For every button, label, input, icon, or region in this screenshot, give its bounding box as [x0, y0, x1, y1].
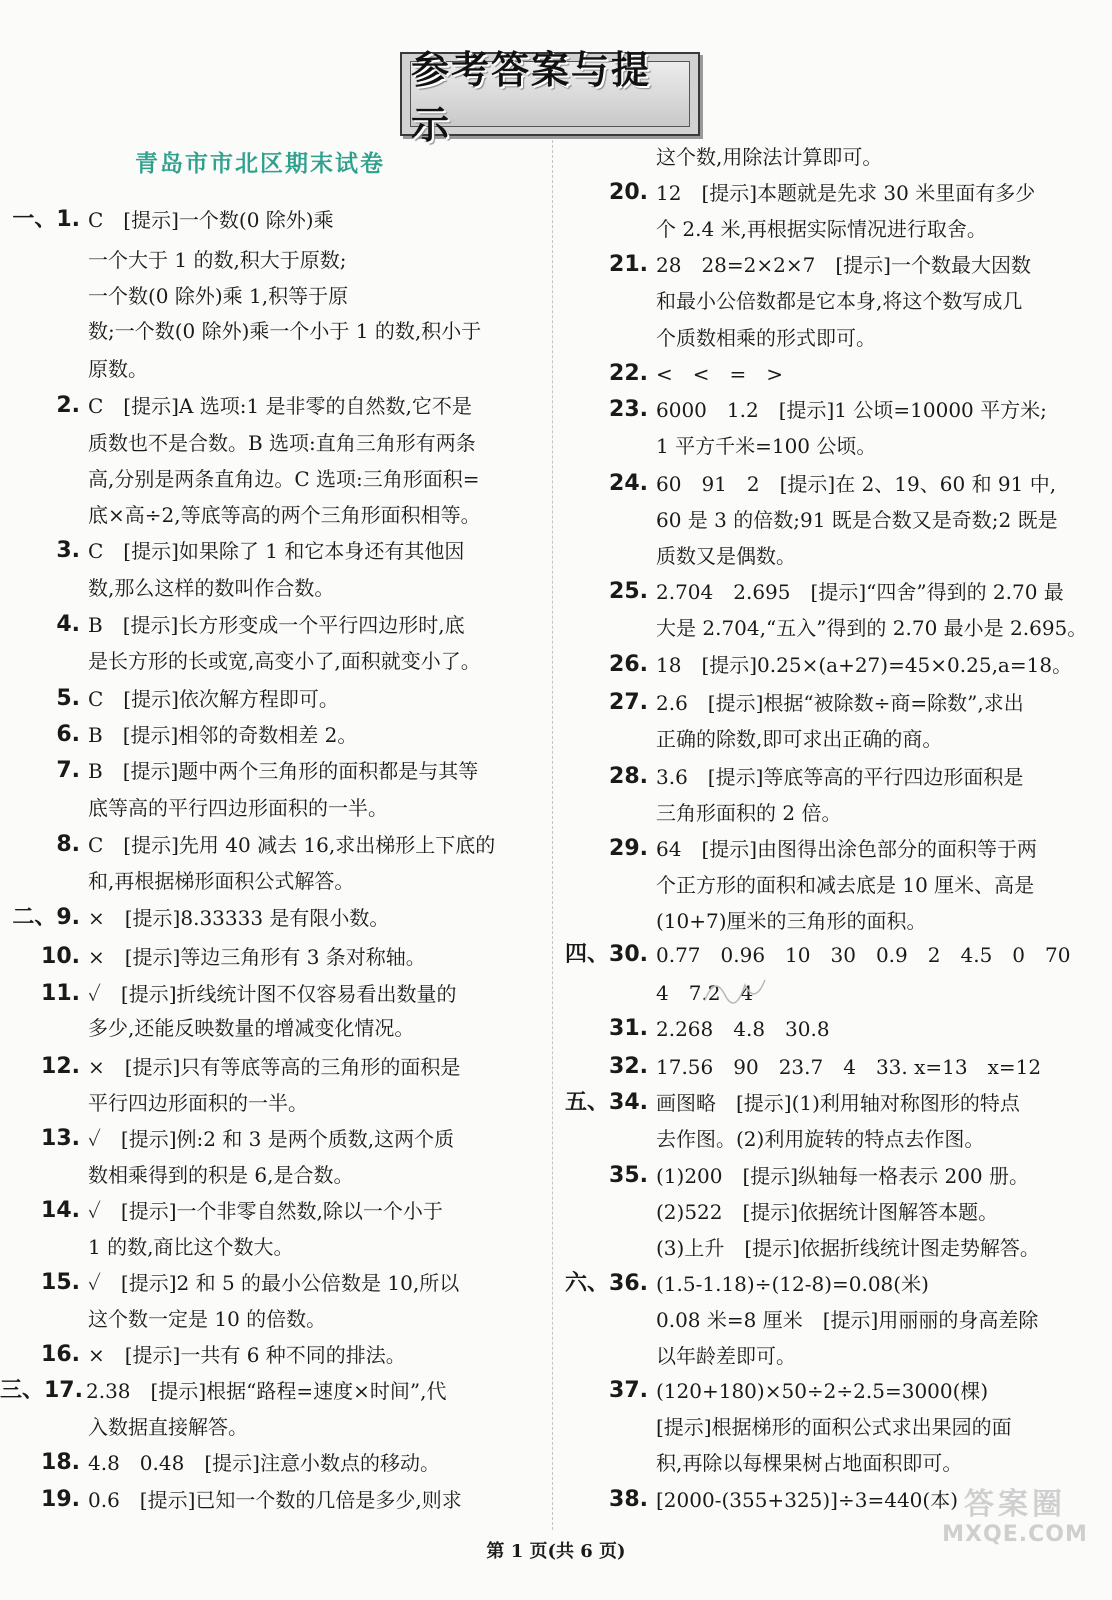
answer-continuation-line: 和,再根据梯形面积公式解答。 [88, 869, 355, 893]
answer-line: [2000-(355+325)]÷3=440(本) [656, 1488, 958, 1512]
answer-continuation-line: 数;一个数(0 除外)乘一个小于 1 的数,积小于 [88, 319, 482, 343]
answer-continuation-line: 以年龄差即可。 [656, 1344, 796, 1368]
question-number: 8. [56, 832, 80, 857]
answer-continuation-line: 1 的数,商比这个数大。 [88, 1235, 294, 1259]
answer-continuation-line: (10+7)厘米的三角形的面积。 [656, 909, 927, 933]
answer-continuation-line: (2)522 [提示]依据统计图解答本题。 [656, 1200, 999, 1224]
answer-line: 2.268 4.8 30.8 [656, 1017, 830, 1041]
question-number: 29. [609, 836, 648, 861]
answer-continuation-line: 4 7.2 4 [656, 981, 754, 1005]
answer-continuation-line: (3)上升 [提示]依据折线统计图走势解答。 [656, 1236, 1040, 1260]
answer-continuation-line: 三角形面积的 2 倍。 [656, 801, 842, 825]
question-number: 一、1. [12, 207, 80, 232]
answer-line: × [提示]只有等底等高的三角形的面积是 [88, 1055, 461, 1079]
question-number: 15. [41, 1270, 80, 1295]
answer-continuation-line: 这个数一定是 10 的倍数。 [88, 1307, 327, 1331]
answer-line: 64 [提示]由图得出涂色部分的面积等于两 [656, 837, 1038, 861]
answer-line: 3.6 [提示]等底等高的平行四边形面积是 [656, 765, 1024, 789]
page-title: 参考答案与提示 [411, 48, 652, 147]
answer-line: 画图略 [提示](1)利用轴对称图形的特点 [656, 1091, 1020, 1115]
answer-line: ✓ [提示]折线统计图不仅容易看出数量的 [88, 982, 457, 1006]
answer-line: 4.8 0.48 [提示]注意小数点的移动。 [88, 1451, 440, 1475]
answer-line: ✓ [提示]例:2 和 3 是两个质数,这两个质 [88, 1127, 455, 1151]
answer-continuation-line: 60 是 3 的倍数;91 既是合数又是奇数;2 既是 [656, 508, 1058, 532]
answer-continuation-line: 高,分别是两条直角边。C 选项:三角形面积= [88, 467, 480, 491]
question-number: 12. [41, 1054, 80, 1079]
answer-continuation-line: 个质数相乘的形式即可。 [656, 326, 876, 350]
question-number: 4. [56, 612, 80, 637]
answer-continuation-line: 这个数,用除法计算即可。 [656, 145, 883, 169]
answer-line: 2.38 [提示]根据“路程=速度×时间”,代 [86, 1379, 447, 1403]
title-banner-inner [410, 48, 690, 147]
question-number: 13. [41, 1126, 80, 1151]
answer-line: ✓ [提示]2 和 5 的最小公倍数是 10,所以 [88, 1271, 460, 1295]
answer-line: < < = > [656, 362, 784, 386]
answer-line: 18 [提示]0.25×(a+27)=45×0.25,a=18。 [656, 653, 1073, 677]
answer-line: B [提示]题中两个三角形的面积都是与其等 [88, 759, 479, 783]
answer-line: B [提示]相邻的奇数相差 2。 [88, 723, 358, 747]
answer-line: C [提示]先用 40 减去 16,求出梯形上下底的 [88, 833, 496, 857]
answer-continuation-line: 质数又是偶数。 [656, 544, 796, 568]
answer-line: 28 28=2×2×7 [提示]一个数最大因数 [656, 253, 1031, 277]
question-number: 21. [609, 252, 648, 277]
question-number: 28. [609, 764, 648, 789]
question-number: 3. [56, 538, 80, 563]
question-number: 26. [609, 652, 648, 677]
answer-line: (120+180)×50÷2÷2.5=3000(棵) [656, 1379, 989, 1403]
question-number: 25. [609, 579, 648, 604]
question-number: 11. [41, 981, 80, 1006]
answer-continuation-line: 个正方形的面积和减去底是 10 厘米、高是 [656, 873, 1035, 897]
answer-continuation-line: 0.08 米=8 厘米 [提示]用丽丽的身高差除 [656, 1308, 1039, 1332]
answer-continuation-line: 质数也不是合数。B 选项:直角三角形有两条 [88, 431, 476, 455]
answer-line: 6000 1.2 [提示]1 公顷=10000 平方米; [656, 398, 1047, 422]
answer-continuation-line: 多少,还能反映数量的增减变化情况。 [88, 1016, 415, 1040]
question-number: 5. [56, 686, 80, 711]
answer-line: 0.77 0.96 10 30 0.9 2 4.5 0 70 [656, 943, 1071, 967]
question-number: 6. [56, 722, 80, 747]
question-number: 27. [609, 690, 648, 715]
question-number: 2. [56, 393, 80, 418]
watermark-logo-text: 答案圈 [964, 1487, 1066, 1522]
question-number: 35. [609, 1163, 648, 1188]
answer-line: 2.704 2.695 [提示]“四舍”得到的 2.70 最 [656, 580, 1064, 604]
answer-continuation-line: 数,那么这样的数叫作合数。 [88, 576, 335, 600]
question-number: 五、34. [565, 1090, 648, 1115]
question-number: 三、17. [0, 1378, 83, 1403]
answer-continuation-line: 1 平方千米=100 公顷。 [656, 434, 877, 458]
answer-line: ✓ [提示]一个非零自然数,除以一个小于 [88, 1199, 443, 1223]
answer-continuation-line: 数相乘得到的积是 6,是合数。 [88, 1163, 354, 1187]
question-number: 20. [609, 180, 648, 205]
answer-line: 12 [提示]本题就是先求 30 米里面有多少 [656, 181, 1036, 205]
title-banner [400, 48, 700, 147]
question-number: 38. [609, 1487, 648, 1512]
question-number: 31. [609, 1016, 648, 1041]
question-number: 37. [609, 1378, 648, 1403]
answer-continuation-line: 和最小公倍数都是它本身,将这个数写成几 [656, 289, 1023, 313]
answer-continuation-line: 原数。 [88, 357, 148, 381]
page-footer: 第 1 页(共 6 页) [486, 1541, 626, 1562]
answer-line: C [提示]A 选项:1 是非零的自然数,它不是 [88, 394, 472, 418]
question-number: 18. [41, 1450, 80, 1475]
answer-line: × [提示]等边三角形有 3 条对称轴。 [88, 945, 426, 969]
question-number: 22. [609, 361, 648, 386]
watermark-url: MXQE.COM [942, 1522, 1088, 1547]
question-number: 二、9. [12, 905, 80, 930]
answer-continuation-line: 正确的除数,即可求出正确的商。 [656, 727, 943, 751]
answer-line: × [提示]一共有 6 种不同的排法。 [88, 1343, 406, 1367]
question-number: 7. [56, 758, 80, 783]
answer-continuation-line: 积,再除以每棵果树占地面积即可。 [656, 1451, 963, 1475]
answer-continuation-line: 是长方形的长或宽,高变小了,面积就变小了。 [88, 649, 481, 673]
question-number: 23. [609, 397, 648, 422]
answer-line: (1.5-1.18)÷(12-8)=0.08(米) [656, 1272, 929, 1296]
pencil-scribble [700, 970, 770, 1010]
question-number: 32. [609, 1054, 648, 1079]
exam-subtitle: 青岛市市北区期末试卷 [135, 151, 385, 177]
answer-continuation-line: 一个大于 1 的数,积大于原数; [88, 248, 347, 272]
answer-line: C [提示]如果除了 1 和它本身还有其他因 [88, 539, 465, 563]
answer-line: C [提示]依次解方程即可。 [88, 687, 339, 711]
answer-continuation-line: 一个数(0 除外)乘 1,积等于原 [88, 284, 349, 308]
answer-line: B [提示]长方形变成一个平行四边形时,底 [88, 613, 465, 637]
answer-line: 17.56 90 23.7 4 33. x=13 x=12 [656, 1055, 1042, 1079]
answer-continuation-line: 个 2.4 米,再根据实际情况进行取舍。 [656, 217, 987, 241]
question-number: 16. [41, 1342, 80, 1367]
question-number: 19. [41, 1487, 80, 1512]
question-number: 24. [609, 471, 648, 496]
answer-continuation-line: 去作图。(2)利用旋转的特点去作图。 [656, 1127, 985, 1151]
answer-continuation-line: 平行四边形面积的一半。 [88, 1091, 308, 1115]
answer-continuation-line: 底×高÷2,等底等高的两个三角形面积相等。 [88, 503, 481, 527]
answer-line: 0.6 [提示]已知一个数的几倍是多少,则求 [88, 1488, 462, 1512]
question-number: 六、36. [565, 1271, 648, 1296]
answer-continuation-line: 入数据直接解答。 [88, 1415, 248, 1439]
answer-line: × [提示]8.33333 是有限小数。 [88, 906, 390, 930]
answer-line: 60 91 2 [提示]在 2、19、60 和 91 中, [656, 472, 1057, 496]
answer-continuation-line: 大是 2.704,“五入”得到的 2.70 最小是 2.695。 [656, 616, 1088, 640]
answer-line: 2.6 [提示]根据“被除数÷商=除数”,求出 [656, 691, 1024, 715]
answer-line: (1)200 [提示]纵轴每一格表示 200 册。 [656, 1164, 1029, 1188]
question-number: 14. [41, 1198, 80, 1223]
answer-line: C [提示]一个数(0 除外)乘 [88, 208, 334, 232]
answer-continuation-line: [提示]根据梯形的面积公式求出果园的面 [656, 1415, 1012, 1439]
question-number: 四、30. [565, 942, 648, 967]
column-divider [552, 140, 553, 1530]
question-number: 10. [41, 944, 80, 969]
answer-continuation-line: 底等高的平行四边形面积的一半。 [88, 796, 388, 820]
